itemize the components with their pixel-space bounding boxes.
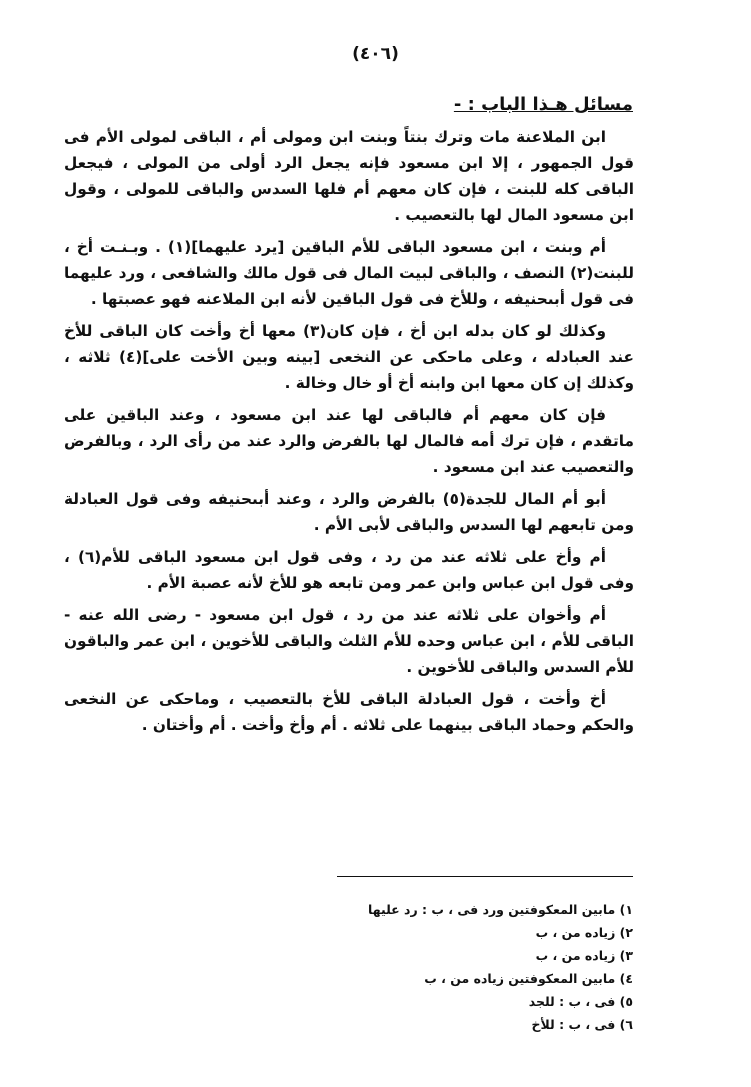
paragraph: أم وبنت ، ابن مسعود الباقى للأم الباقين [يرد عليهما](١) . وبـنـت أخ ، للبنت(٢) النصف ، والباقى لبيت المال فى قول مالك والشافعى ، ورد عليهما فى قول أبىحنيفه ، وللأخ فى قول الباقين لأنه ابن الملاعنه فهو عصبتها .	[64, 238, 634, 308]
body-text	[64, 124, 634, 744]
paragraph: فإن كان معهم أم فالباقى لها عند ابن مسعود ، وعند الباقين على ماتقدم ، فإن ترك أمه فالمال لها بالفرض والرد عند من رأى الرد ، وبالفرض والتعصيب عند ابن مسعود .	[64, 406, 634, 476]
paragraph: أخ وأخت ، قول العبادلة الباقى للأخ بالتعصيب ، وماحكى عن النخعى والحكم وحماد الباقى بينهما على ثلاثه . أم وأخ وأخت . أم وأختان .	[64, 690, 634, 734]
footnote: ٥) فى ، ب : للجد	[528, 994, 633, 1009]
paragraph: أم وأخ على ثلاثه عند من رد ، وفى قول ابن مسعود الباقى للأم(٦) ، وفى قول ابن عباس وابن عمر ومن تابعه هو للأخ لأنه عصبة الأم .	[64, 548, 634, 592]
footnote: ٢) زياده من ، ب	[535, 925, 633, 940]
footnotes	[113, 898, 633, 1036]
footnote: ٦) فى ، ب : للأخ	[531, 1017, 633, 1032]
section-heading: مسائل هـذا الباب : -	[453, 94, 633, 115]
footnote: ٣) زياده من ، ب	[535, 948, 633, 963]
paragraph: ابن الملاعنة مات وترك بنتاً وبنت ابن ومولى أم ، الباقى لمولى الأم فى قول الجمهور ، إلا ابن مسعود فإنه يجعل الرد أولى من المولى ، فيجعل الباقى كله للبنت ، فإن كان معهم أم فلها السدس والباقى للمولى ، وقول ابن مسعود المال لها بالتعصيب .	[64, 128, 634, 224]
paragraph: أم وأخوان على ثلاثه عند من رد ، قول ابن مسعود - رضى الله عنه - الباقى للأم ، ابن عباس وحده للأم الثلث والباقى للأخوين ، ابن عمر والباقون للأم السدس والباقى للأخوين .	[64, 606, 634, 676]
footnote-separator	[337, 876, 633, 877]
footnote: ١) مابين المعكوفتين ورد فى ، ب : رد عليها	[368, 902, 633, 917]
paragraph: أبو أم المال للجدة(٥) بالفرض والرد ، وعند أبىحنيفه وفى قول العبادلة ومن تابعهم لها السدس والباقى لأبى الأم .	[64, 490, 634, 534]
footnote: ٤) مابين المعكوفتين زياده من ، ب	[424, 971, 633, 986]
paragraph: وكذلك لو كان بدله ابن أخ ، فإن كان(٣) معها أخ وأخت كان الباقى للأخ عند العبادله ، وعلى ماحكى عن النخعى [بينه وبين الأخت على](٤) ثلاثه ، وكذلك إن كان معها ابن وابنه أخ أو خال وخالة .	[64, 322, 634, 392]
page-number: (٤٠٦)	[352, 44, 399, 64]
